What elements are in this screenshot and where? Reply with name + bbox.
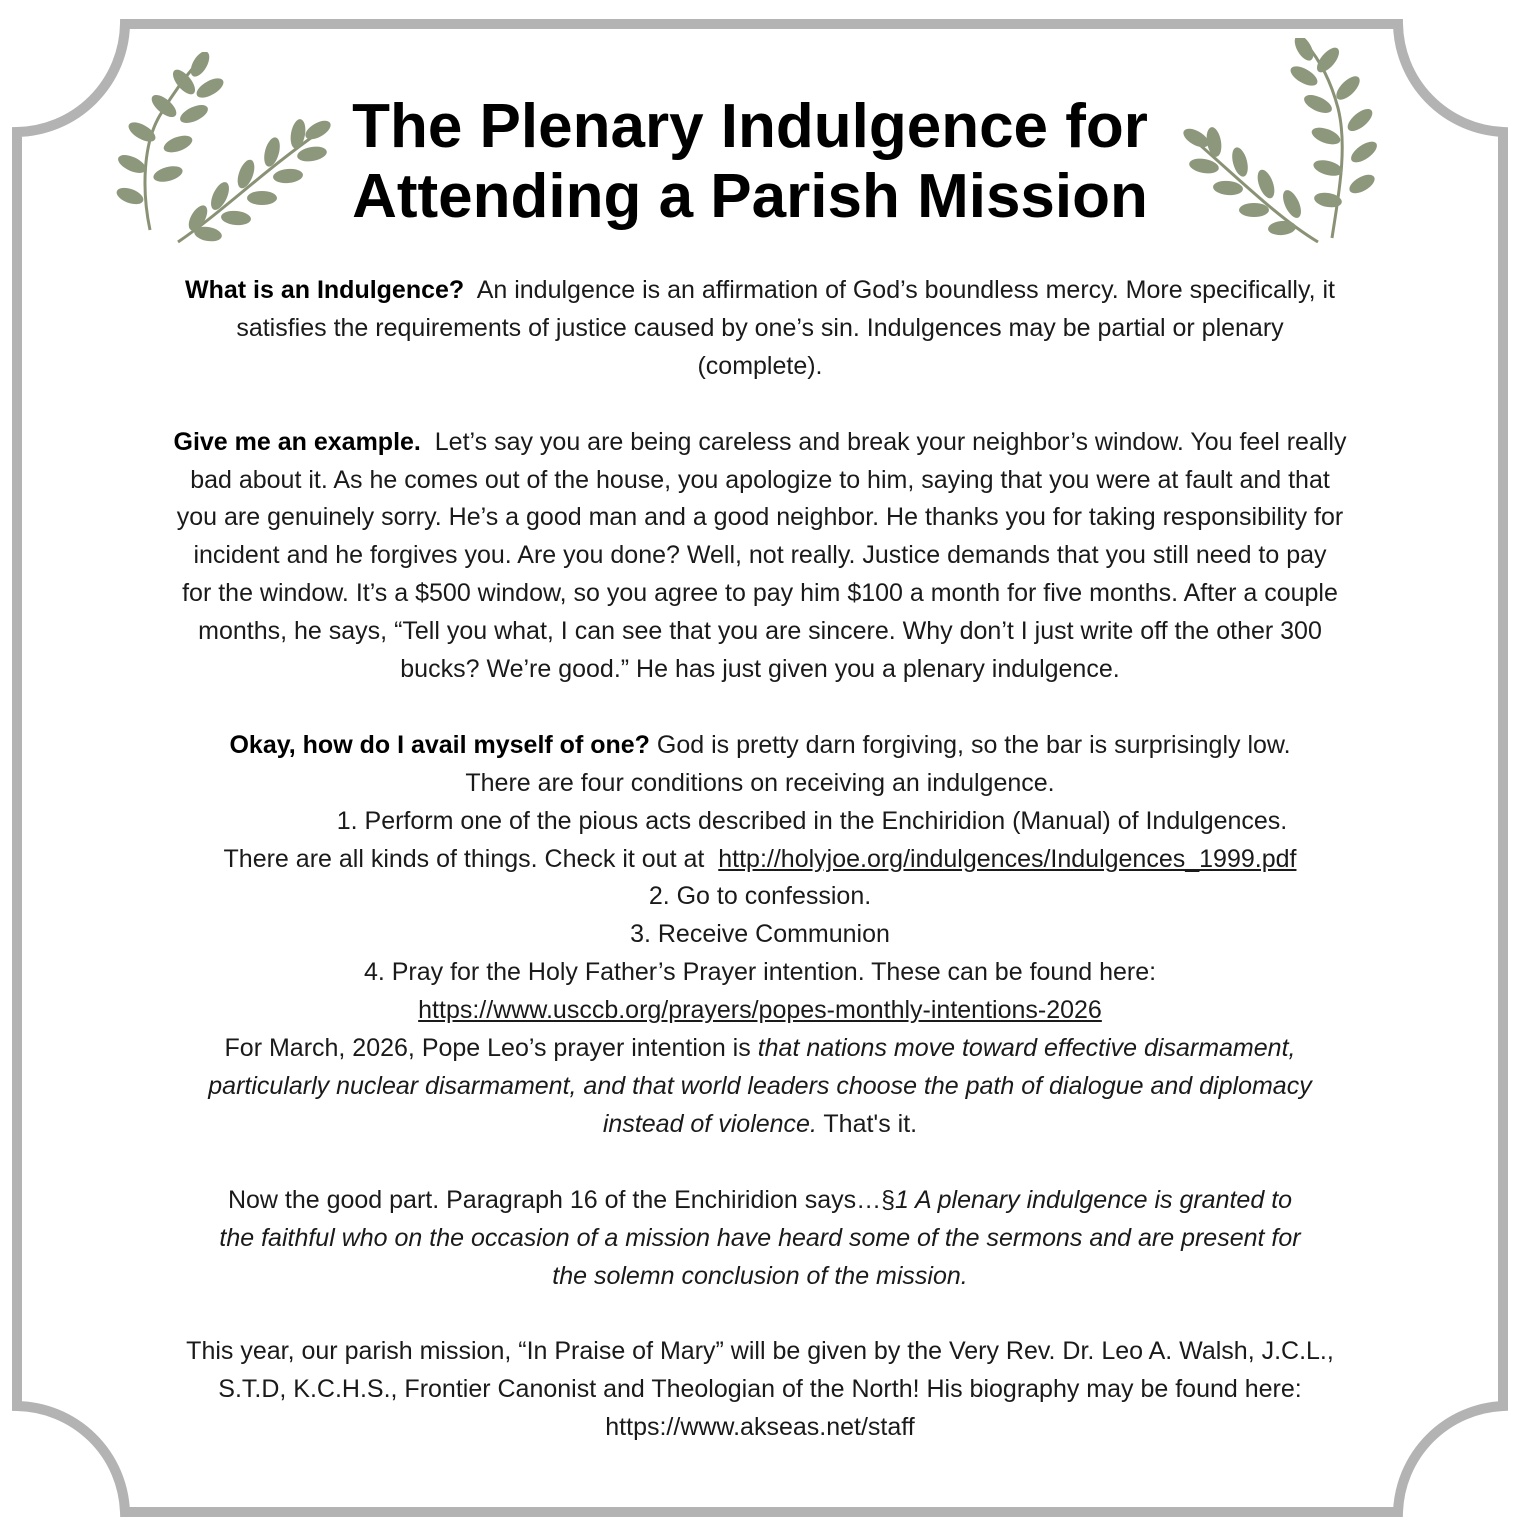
condition-2: 2. Go to confession.	[648, 882, 872, 911]
document-body	[80, 272, 1440, 1447]
title-line-2: Attending a Parish Mission	[352, 162, 1148, 231]
usccb-intentions-link[interactable]: https://www.usccb.org/prayers/popes-monthly-intentions-2026	[418, 996, 1102, 1025]
enchiridion-quote: 1 A plenary indulgence is granted to	[895, 1185, 1293, 1214]
enchiridion-link[interactable]: http://holyjoe.org/indulgences/Indulgences_1999.pdf	[718, 844, 1297, 873]
march-intention-text: particularly nuclear disarmament, and that world leaders choose the path of dialogue and diplomacy	[208, 1072, 1312, 1100]
what-is-paragraph	[80, 272, 1440, 386]
how-heading: Okay, how do I avail myself of one?	[229, 730, 650, 759]
example-line: you are genuinely sorry. He’s a good man and a good neighbor. He thanks you for taking responsibility for	[176, 503, 1344, 532]
good-part-paragraph	[80, 1182, 1440, 1296]
example-line: months, he says, “Tell you what, I can see that you are sincere. Why don’t I just write off the other 300	[198, 617, 1322, 646]
olive-sprig-icon	[1178, 38, 1388, 250]
how-paragraph	[80, 727, 1440, 1144]
enchiridion-quote: the solemn conclusion of the mission.	[552, 1261, 968, 1290]
how-text-2: There are four conditions on receiving an indulgence.	[465, 768, 1055, 797]
mission-paragraph	[80, 1333, 1440, 1447]
biography-url: https://www.akseas.net/staff	[605, 1413, 915, 1442]
example-paragraph	[80, 424, 1440, 689]
march-intention-text: that nations move toward effective disarmament,	[757, 1034, 1296, 1063]
condition-3: 3. Receive Communion	[630, 920, 890, 949]
mission-line-1: This year, our parish mission, “In Praise of Mary” will be given by the Very Rev. Dr. Leo A. Walsh, J.C.L.,	[186, 1337, 1334, 1366]
page-title	[300, 92, 1200, 232]
what-is-text-3: (complete).	[697, 351, 823, 380]
how-text-1: God is pretty darn forgiving, so the bar is surprisingly low.	[656, 730, 1291, 759]
march-intention-text: instead of violence.	[602, 1109, 817, 1138]
what-is-text-1: An indulgence is an affirmation of God’s boundless mercy. More specifically, it	[476, 276, 1335, 304]
example-line: bucks? We’re good.” He has just given you a plenary indulgence.	[400, 655, 1120, 684]
march-intention-prefix: For March, 2026, Pope Leo’s prayer intention is	[224, 1034, 751, 1063]
condition-1: 1. Perform one of the pious acts described in the Enchiridion (Manual) of Indulgences.	[336, 806, 1288, 835]
example-line: for the window. It’s a $500 window, so you agree to pay him $100 a month for five months. After a couple	[182, 579, 1338, 608]
what-is-heading: What is an Indulgence?	[185, 276, 465, 304]
example-line: incident and he forgives you. Are you done? Well, not really. Justice demands that you still need to pay	[193, 541, 1327, 570]
enchiridion-quote: the faithful who on the occasion of a mission have heard some of the sermons and are present for	[219, 1223, 1301, 1252]
what-is-text-2: satisfies the requirements of justice caused by one’s sin. Indulgences may be partial or plenary	[236, 313, 1284, 342]
mission-line-2: S.T.D, K.C.H.S., Frontier Canonist and Theologian of the North! His biography may be found here:	[218, 1375, 1302, 1404]
condition-1-continued: There are all kinds of things. Check it out at	[223, 844, 705, 873]
march-intention-suffix: That's it.	[823, 1109, 918, 1138]
condition-4: 4. Pray for the Holy Father’s Prayer intention. These can be found here:	[363, 958, 1157, 987]
example-heading: Give me an example.	[173, 427, 421, 456]
olive-sprig-icon	[112, 52, 332, 252]
example-line: Let’s say you are being careless and break your neighbor’s window. You feel really	[434, 427, 1347, 456]
example-line: bad about it. As he comes out of the house, you apologize to him, saying that you were at fault and that	[190, 465, 1330, 494]
title-line-1: The Plenary Indulgence for	[352, 92, 1148, 161]
good-part-prefix: Now the good part. Paragraph 16 of the Enchiridion says…§	[227, 1185, 896, 1214]
